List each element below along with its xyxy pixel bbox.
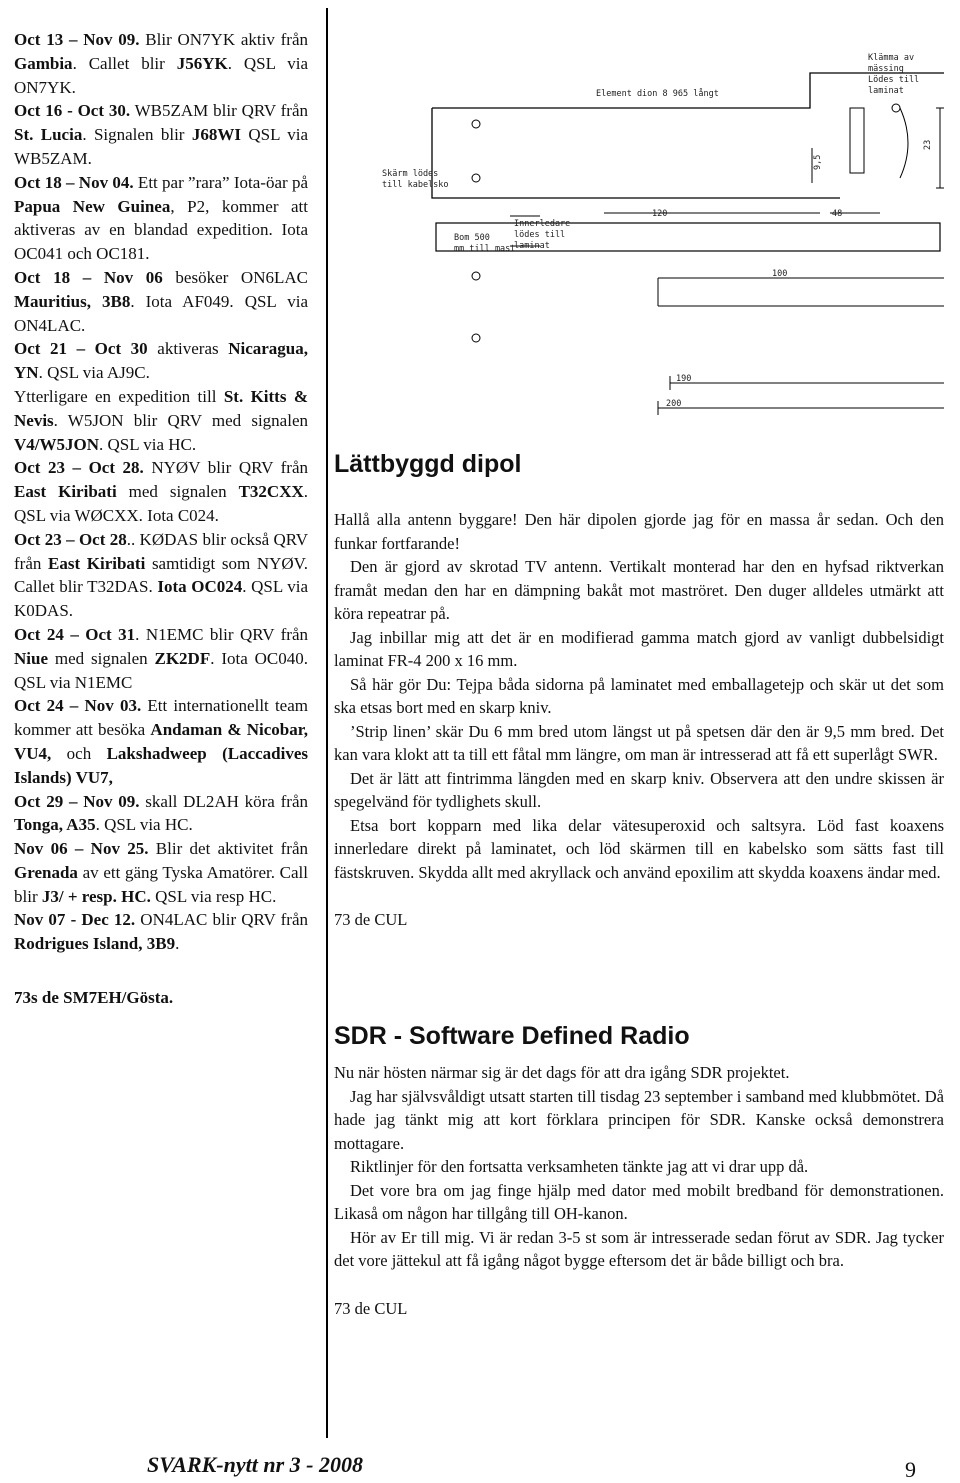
label-klamma: Klämma av — [868, 53, 915, 63]
label-innerledare: Innerledare — [514, 219, 571, 229]
dx-entry: Oct 18 – Nov 06 besöker ON6LAC Mauritius, 3B8. Iota AF049. QSL via ON4LAC. — [14, 267, 308, 335]
paragraph: Hör av Er till mig. Vi är redan 3-5 st som är intresserade sedan förut av SDR. Jag tycker det vore jättekul att få igång något bygge eftersom det är både billigt och bra. — [334, 1227, 944, 1270]
label-klamma: laminat — [868, 86, 904, 96]
dx-entry: Oct 29 – Nov 09. skall DL2AH köra från Tonga, A35. QSL via HC. — [14, 791, 308, 835]
paragraph: Det vore bra om jag finge hjälp med dator med mobilt bredband för demonstrationen. Likaså om någon har tillgång till OH-kanon. — [334, 1180, 944, 1223]
label-innerledare: lödes till — [514, 230, 566, 240]
dipole-sketch — [340, 38, 944, 438]
dx-news-column — [14, 28, 308, 1010]
column-divider — [326, 8, 328, 1438]
dx-entry: Oct 24 – Nov 03. Ett internationellt team kommer att besöka Andaman & Nicobar, VU4, och Lakshadweep (Laccadives Islands) VU7, — [14, 696, 309, 787]
paragraph: Nu när hösten närmar sig är det dags för att dra igång SDR projektet. — [334, 1063, 790, 1082]
dimension-200: 200 — [666, 399, 682, 409]
paragraph: Hallå alla antenn byggare! Den här dipolen gjorde jag för en massa år sedan. Och den funkar fortfarande! — [334, 510, 944, 553]
dimension-48: 48 — [832, 209, 843, 219]
label-bom: mm till mast — [454, 244, 516, 254]
dx-entry: Oct 23 – Oct 28. NYØV blir QRV från East Kiribati med signalen T32CXX. QSL via WØCXX. Iota C024. — [14, 458, 309, 525]
signoff: 73 de CUL — [334, 1298, 408, 1318]
dimension-100: 100 — [772, 269, 788, 279]
paragraph: Riktlinjer för den fortsatta verksamheten tänkte jag att vi drar upp då. — [350, 1157, 809, 1176]
label-klamma: mässing — [868, 64, 904, 74]
paragraph: Så här gör Du: Tejpa båda sidorna på laminatet med emballagetejp och skär ut det som ska etsas bort med en skarp kniv. — [334, 674, 944, 717]
label-innerledare: laminat — [514, 241, 550, 251]
paragraph: Den är gjord av skrotad TV antenn. Vertikalt monterad har den en hyfsad riktverkan framåt medan den har en dämpning bakåt mot maströret. Den duger alldeles utmärkt att köra repeatrar på. — [334, 557, 944, 623]
dimension-190: 190 — [676, 374, 692, 384]
paragraph: Jag inbillar mig att det är en modifierad gamma match gjord av vanligt dubbelsidigt laminat FR-4 200 x 16 mm. — [334, 627, 944, 670]
dx-entry: Oct 13 – Nov 09. Blir ON7YK aktiv från Gambia. Callet blir J56YK. QSL via ON7YK. — [14, 30, 308, 97]
dx-entry: Oct 21 – Oct 30 aktiveras Nicaragua, YN. QSL via AJ9C. — [14, 339, 309, 383]
dimension-120: 120 — [652, 209, 668, 219]
article-dipol-body — [334, 508, 944, 932]
paragraph: Jag har självsvåldigt utsatt starten till tisdag 23 september i samband med klubbmötet. Då hade jag tänkt mig att kort förklara principen för SDR. Kanske också demonstrera mottagare. — [334, 1086, 944, 1153]
label-skarm: Skärm lödes — [382, 169, 439, 179]
label-klamma: Lödes till — [868, 75, 920, 85]
dimension-23: 23 — [923, 139, 933, 150]
signoff: 73 de CUL — [334, 910, 408, 929]
dx-entry: Ytterligare en expedition till St. Kitts & Nevis. W5JON blir QRV med signalen V4/W5JON. QSL via HC. — [14, 386, 308, 454]
heading-sdr: SDR - Software Defined Radio — [334, 1022, 690, 1050]
label-skarm: till kabelsko — [382, 180, 449, 190]
footer-publication-title: SVARK-nytt nr 3 - 2008 — [147, 1452, 363, 1477]
paragraph: Etsa bort kopparn med lika delar vätesuperoxid och saltsyra. Löd fast koaxens innerledare direkt på laminatet, och löd skärmen till en kabelsko som sätts fast till fästskruven. Skydda allt med akryllack och använd epoxilim att skydda koaxens ändar med. — [334, 815, 944, 882]
dx-entry: Oct 18 – Nov 04. Ett par ”rara” Iota-öar på Papua New Guinea, P2, kommer att aktiveras av en blandad expedition. Iota OC041 och OC181. — [14, 172, 308, 264]
label-bom: Bom 500 — [454, 233, 490, 243]
dx-entry: Nov 06 – Nov 25. Blir det aktivitet från Grenada av ett gäng Tyska Amatörer. Call blir J3/ + resp. HC. QSL via resp HC. — [14, 839, 308, 906]
heading-lattbyggd-dipol: Lättbyggd dipol — [334, 450, 522, 478]
label-element: Element dion 8 965 långt — [596, 89, 719, 99]
dx-signoff: 73s de SM7EH/Gösta. — [14, 988, 174, 1008]
page-number: 9 — [905, 1457, 916, 1482]
dx-entry: Nov 07 - Dec 12. ON4LAC blir QRV från Rodrigues Island, 3B9. — [14, 910, 308, 954]
paragraph: Det är lätt att fintrimma längden med en skarp kniv. Observera att den undre skissen är spegelvänd för tydlighets skull. — [334, 768, 944, 811]
article-sdr-body — [334, 1061, 944, 1320]
dx-entry: Oct 16 - Oct 30. WB5ZAM blir QRV från St. Lucia. Signalen blir J68WI QSL via WB5ZAM. — [14, 101, 308, 168]
dimension-9-5: 9,5 — [813, 154, 823, 170]
paragraph: ’Strip linen’ skär Du 6 mm bred utom längst ut på spetsen där den är 9,5 mm bred. Det kan vara klokt att ta till ett fåtal mm längre, om man är intresserad att få ett superlågt SWR. — [334, 721, 944, 764]
dx-entry: Oct 24 – Oct 31. N1EMC blir QRV från Niue med signalen ZK2DF. Iota OC040. QSL via N1EMC — [14, 624, 308, 692]
dx-entry: Oct 23 – Oct 28.. KØDAS blir också QRV från East Kiribati samtidigt som NYØV. Callet blir T32DAS. Iota OC024. QSL via K0DAS. — [14, 529, 308, 621]
